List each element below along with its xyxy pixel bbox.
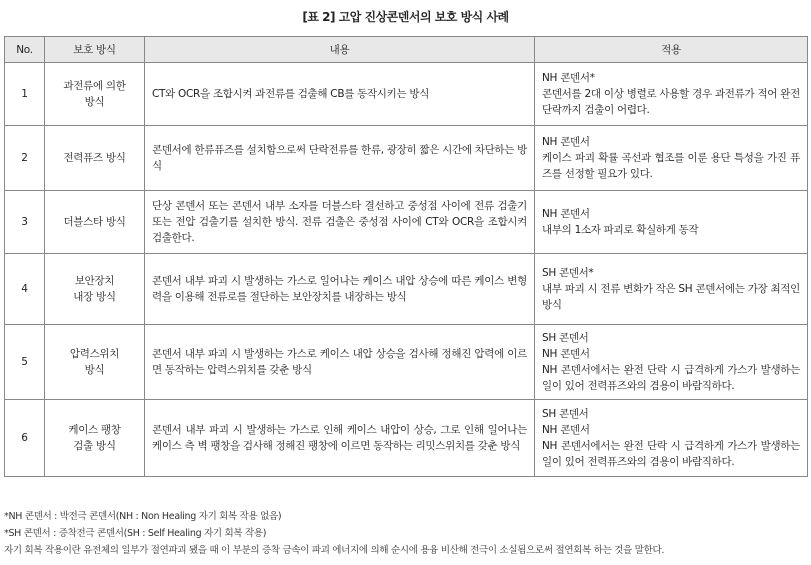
- row-number: 1: [5, 63, 45, 126]
- method-cell: [45, 325, 145, 400]
- method-line: 방식: [84, 364, 105, 376]
- application-line: 내부의 1소자 파괴로 확실하게 동작: [542, 224, 699, 236]
- content-text: 콘덴서에 한류퓨즈를 설치함으로써 단락전류를 한류, 광장히 짧은 시간에 차단하는 방식: [152, 144, 527, 172]
- application-line: NH 콘덴서: [542, 424, 590, 436]
- row-number: 5: [5, 325, 45, 400]
- method-line: 방식: [84, 96, 105, 108]
- application-line: 콘덴서를 2대 이상 병렬로 사용할 경우 과전류가 적어 완전 단락까지 검출이 어렵다.: [542, 88, 800, 116]
- content-cell: [145, 254, 535, 325]
- method-line: 더블스타 방식: [63, 216, 126, 228]
- table-header-row: [5, 37, 808, 63]
- method-cell: [45, 191, 145, 254]
- table-row: [5, 191, 808, 254]
- method-cell: [45, 63, 145, 126]
- header-content: 내용: [145, 37, 535, 63]
- content-cell: [145, 400, 535, 477]
- row-number: 4: [5, 254, 45, 325]
- application-cell: [535, 126, 808, 191]
- application-line: NH 콘덴서: [542, 208, 590, 220]
- protection-methods-table: [4, 36, 808, 477]
- content-text: 콘덴서 내부 파괴 시 발생하는 가스로 일어나는 케이스 내압 상승에 따른 케이스 변형력을 이용해 전류로를 절단하는 보안장치를 내장하는 방식: [152, 275, 527, 303]
- content-cell: [145, 126, 535, 191]
- row-number: 6: [5, 400, 45, 477]
- application-line: NH 콘덴서: [542, 136, 590, 148]
- application-line: SH 콘덴서: [542, 408, 589, 420]
- content-cell: [145, 191, 535, 254]
- table-row: [5, 325, 808, 400]
- application-line: 내부 파괴 시 전류 변화가 작은 SH 콘덴서에는 가장 최적인 방식: [542, 283, 800, 311]
- method-line: 전력퓨즈 방식: [63, 152, 126, 164]
- content-text: 콘덴서 내부 파괴 시 발생하는 가스로 인해 케이스 내압이 상승, 그로 인해 일어나는 케이스 측 벽 팽창을 검사해 정해진 팽창에 이르면 동작하는 리밋스위치를 갖춘 방식: [152, 424, 527, 452]
- content-text: 단상 콘덴서 또는 콘덴서 내부 소자를 더블스타 결선하고 중성점 사이에 전류 검출기 또는 전압 검출기를 설치한 방식. 전류 검출은 중성점 사이에 CT와 OCR을 조합시켜 검출한다.: [152, 200, 527, 244]
- footnote-self-healing: 자기 회복 작용이란 유전체의 일부가 절연파괴 됐을 때 이 부분의 증착 금속이 파괴 에너지에 의해 순시에 용융 비산해 전극이 소실됨으로써 절연회복 하는 것을 말한다.: [4, 545, 665, 556]
- method-line: 압력스위치: [69, 348, 120, 360]
- row-number: 3: [5, 191, 45, 254]
- method-cell: [45, 126, 145, 191]
- footnote-nh: *NH 콘덴서 : 박전극 콘덴서(NH : Non Healing 자기 회복 작용 없음): [4, 511, 282, 522]
- application-cell: [535, 254, 808, 325]
- application-line: NH 콘덴서에서는 완전 단락 시 급격하게 가스가 발생하는 일이 있어 전력퓨즈와의 겸용이 바람직하다.: [542, 440, 800, 468]
- footnote-sh: *SH 콘덴서 : 증착전극 콘덴서(SH : Self Healing 자기 회복 작용): [4, 528, 267, 539]
- header-no: No.: [5, 37, 45, 63]
- application-line: NH 콘덴서*: [542, 72, 595, 84]
- application-cell: [535, 63, 808, 126]
- header-method: 보호 방식: [45, 37, 145, 63]
- application-line: NH 콘덴서: [542, 348, 590, 360]
- method-line: 보안장치: [74, 275, 115, 287]
- method-line: 케이스 팽창: [68, 424, 121, 436]
- table-row: [5, 63, 808, 126]
- application-cell: [535, 191, 808, 254]
- row-number: 2: [5, 126, 45, 191]
- content-text: CT와 OCR을 조합시켜 과전류를 검출해 CB를 동작시키는 방식: [152, 88, 430, 100]
- application-line: 케이스 파괴 확률 곡선과 협조를 이룬 용단 특성을 가진 퓨즈를 선정할 필요가 있다.: [542, 152, 800, 180]
- method-line: 과전류에 의한: [63, 80, 126, 92]
- table-row: [5, 254, 808, 325]
- application-line: NH 콘덴서에서는 완전 단락 시 급격하게 가스가 발생하는 일이 있어 전력퓨즈와의 겸용이 바람직하다.: [542, 364, 800, 392]
- method-cell: [45, 400, 145, 477]
- footnotes: [4, 508, 807, 559]
- table-row: [5, 400, 808, 477]
- application-line: SH 콘덴서: [542, 332, 589, 344]
- method-cell: [45, 254, 145, 325]
- table-row: [5, 126, 808, 191]
- method-line: 검출 방식: [73, 440, 116, 452]
- content-cell: [145, 63, 535, 126]
- content-text: 콘덴서 내부 파괴 시 발생하는 가스로 케이스 내압 상승을 검사해 정해진 압력에 이르면 동작하는 압력스위치를 갖춘 방식: [152, 348, 527, 376]
- application-line: SH 콘덴서*: [542, 267, 594, 279]
- application-cell: [535, 400, 808, 477]
- method-line: 내장 방식: [73, 291, 116, 303]
- content-cell: [145, 325, 535, 400]
- table-title: [표 2] 고압 진상콘덴서의 보호 방식 사례: [302, 10, 509, 24]
- application-cell: [535, 325, 808, 400]
- header-application: 적용: [535, 37, 808, 63]
